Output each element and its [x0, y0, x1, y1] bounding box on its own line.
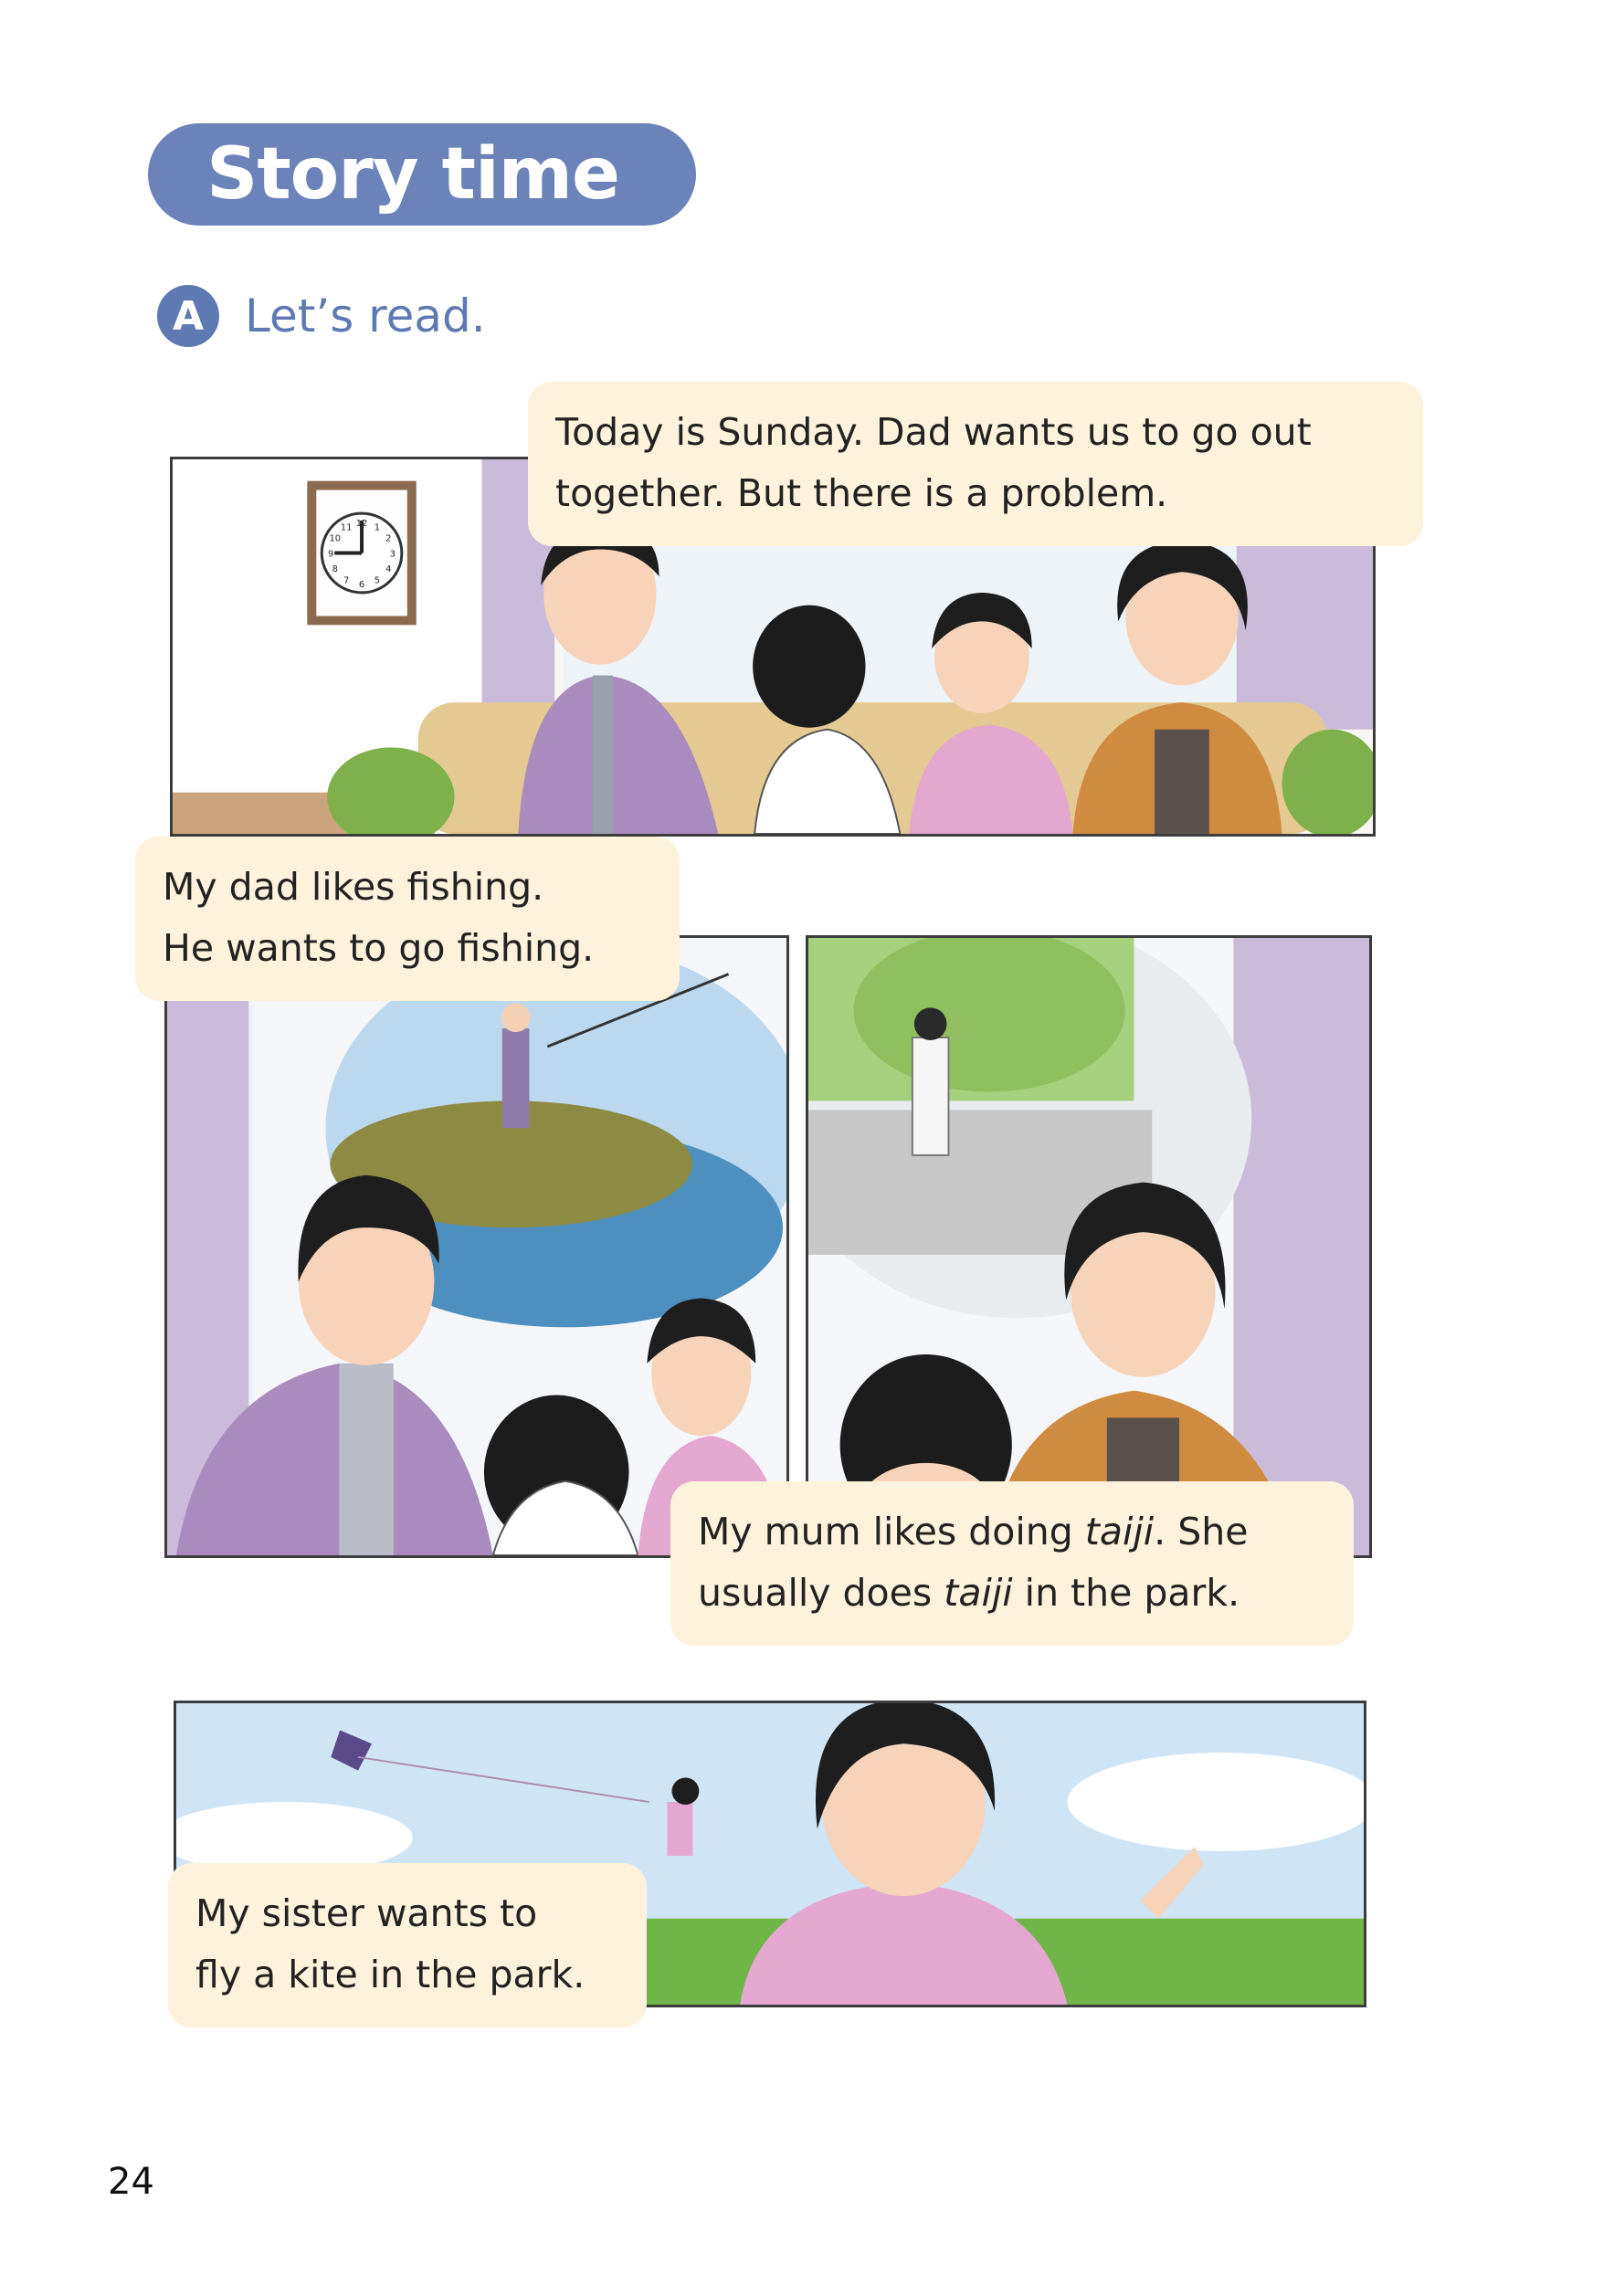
clock-numeral: 6 — [358, 579, 365, 590]
caption-line — [698, 1501, 1328, 1563]
caption-text: in the park. — [1012, 1571, 1240, 1615]
caption-line: My sister wants to — [195, 1891, 538, 1935]
caption-bubble-panel3 — [670, 1481, 1354, 1646]
section-heading — [157, 285, 486, 347]
caption-line: fly a kite in the park. — [195, 1953, 585, 1996]
caption-bubble-panel4 — [168, 1863, 647, 2027]
caption-italic-word: taiji — [1084, 1510, 1155, 1553]
clock-numeral: 2 — [385, 533, 392, 544]
caption-line: My dad likes fishing. — [163, 865, 544, 909]
caption-text: . She — [1154, 1510, 1249, 1553]
header-title: Story time — [206, 133, 619, 216]
caption-line: He wants to go fishing. — [163, 926, 595, 970]
clock-numeral: 10 — [329, 533, 342, 544]
caption-line — [698, 1563, 1328, 1624]
caption-italic-word: taiji — [944, 1571, 1013, 1615]
clock-numeral: 3 — [389, 549, 396, 560]
section-instruction: Let’s read. — [245, 290, 486, 342]
caption-line: together. But there is a problem. — [555, 471, 1168, 515]
caption-bubble-panel1 — [528, 382, 1423, 546]
clock-numeral: 5 — [374, 575, 381, 586]
wall-clock-illustration — [307, 481, 416, 626]
caption-line: Today is Sunday. Dad wants us to go out — [555, 410, 1312, 454]
clock-numeral: 9 — [328, 549, 334, 560]
caption-bubble-panel2 — [135, 837, 680, 1001]
clock-numeral: 12 — [355, 518, 368, 529]
clock-numeral: 11 — [340, 522, 353, 533]
caption-text: usually does — [698, 1571, 944, 1615]
clock-numeral: 4 — [385, 564, 392, 575]
section-badge: A — [157, 285, 219, 347]
clock-numeral: 1 — [374, 522, 381, 533]
caption-text: My mum likes doing — [698, 1510, 1085, 1553]
panel-dad-fishing-illustration — [164, 935, 789, 1558]
panel-mum-taiji-illustration — [806, 935, 1372, 1558]
page-number: 24 — [108, 2161, 154, 2203]
clock-numeral: 8 — [332, 564, 338, 575]
story-time-header — [148, 123, 696, 226]
clock-numeral: 7 — [343, 575, 350, 586]
